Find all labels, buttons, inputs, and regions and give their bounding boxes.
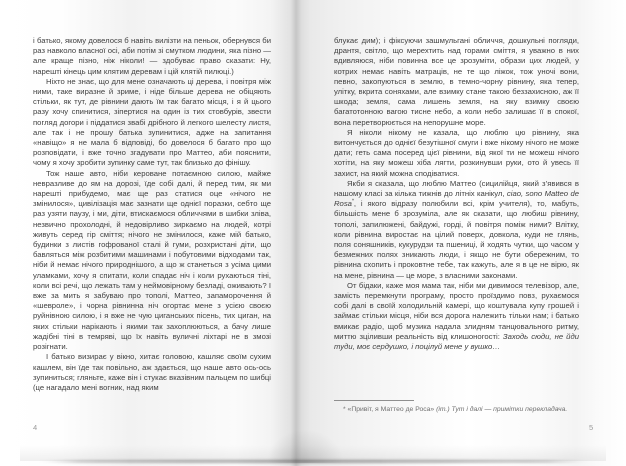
footnote: * «Привіт, я Маттео де Роса» (іт.) Тут і далі — примітки перекладача. [343, 406, 568, 413]
footnote-rule [334, 400, 414, 401]
page-number-right: 5 [589, 423, 594, 432]
left-paragraph-3: Тож наше авто, ніби кероване потаємною силою, майже невразливе до ям на дорозі, їде собі далі, й перед тим, як ми нарешті прибудемо, має ще раз статися оце «нічого не змінилося», цивілізація має зазнати ще однієї поразки, себто ще раз узяти паузу, і ми, діти, втискаємося обличчями в шибки зліва, незвично прохолодні, й недовірливо зиркаємо на людей, котрі живуть серед гір сміття; нічого не змінилося, каже мій батько, будинки з листів гофрованої сталі й гуми, розхристані діти, що бавляться між розбитими машинами і побутовими відходами так, ніби й немає нічого природнішого, а що ж станеться з усіма цими уламками, хочу я спитати, коли спадає ніч і коли рухаються тіні, коли всі речі, що лежать там у неймовірному безладі, оживають? І вже за мить я забуваю про тополі, Маттео, запаморочення й «шевроле», і чорна рівнинна ніч огортає мене з усією своєю руйнівною силою, і я вже не чую циганських пісень, тих циган, на яких стільки нарікають і якими так захоплюються, а бачу лише жадібні тіні в темряві, що їх навіть вуличні ліхтарі не в змозі розігнати. [33, 168, 271, 352]
right-paragraph-4: От бідаки, каже моя мама так, ніби ми дивимося телевізор, але, замість перемкнути програму, просто проїздимо повз, рухаємося собі далі в своїй холодильній камері, що коштувала купу грошей і займає стільки місця, ніби вся дорога належить тільки нам; і батько вмикає радіо, щоб музика надала злидням танцювального ритму, миттю зціливши реальність від клишоногості: Заходь сюди, не йди туди, моє сердушко, і поцілуй мене у вушко… [334, 280, 579, 352]
right-page-text [334, 36, 579, 352]
left-paragraph-1: і батько, якому довелося б навіть вилізти на пеньок, обернувся би раз навколо власної осі, аби потім зі смутком людини, яка пізно — але краще пізно, ніж ніколи! — здобуває право сказати: Ну, нарешті кінець цим клятим деревам і цій клятій пилюці.) [33, 36, 271, 76]
left-paragraph-2: Ніхто не знає, що для мене означають ці дерева, і повітря між ними, таке виразне й зриме, і ніде більше дерева не обіцяють стільки, як тут, де рівнини дають їм так багато місця, і я й цього разу хочу спинитися, зіпертися на один із тих стовбурів, звести погляд догори і піддатися звабі дрібного й легкого шелесту листя, але так і не прошу батька зупинитися, адже на запитання «навіщо» я не мала б відповіді, бо довелося б багато про що розповідати, і вже точно згадувати про Маттео, аби пояснити, чому я хочу зробити зупинку саме тут, так близько до фінішу. [33, 76, 271, 168]
right-paragraph-2: Я ніколи нікому не казала, що люблю цю рівнину, яка витончується до однієї безутішної смуги і вже нікому нічого не може дати; геть сама посеред цієї рівнини, від якої ти не можеш нічого хотіти, на яку можеш хіба лягти, розкинувши руки, ото й увесь її захист, на який можна сподіватися. [334, 127, 579, 178]
page-bottom-fade [20, 445, 606, 461]
left-page-text [33, 36, 271, 393]
page-number-left: 4 [33, 423, 38, 432]
right-paragraph-3: Якби я сказала, що люблю Маттео (сицилійця, який з’явився в нашому класі за кілька тижнів до літніх канікул, ciao, sono Matteo de Rosa*, і якого відразу полюбили всі, крім учителя), то, мабуть, більшість мене б зрозуміла, але як сказати, що любиш рівнину, тополі, запилюжені, байдужі, горді, й повітря поміж ними? Влітку, коли рівнина виростає на цілий поверх, довкола, куди не глянь, поля соняшників, кукурудзи та пшениці, й ходять чутки, що часом у безмежних полях зникають люди, і якщо не бути обережним, то рівнина схопить і проковтне тебе, так кажуть, але я в це не вірю, як на мене, рівнина — це море, з власними законами. [334, 178, 579, 280]
book-bottom-shadow [36, 460, 590, 463]
right-paragraph-1: блукає дим); і фіксуючи зашмульгані обличчя, дошкульні погляди, дрантя, світло, що мерехтить над горами сміття, я уважно в них вдивляюся, ніби повинна все це зрозуміти, образи цих людей, у котрих немає навіть матраців, не те що ліжок, тож уночі вони, певно, закопуються в землю, в темно-чорну рівнину, яка тепер, улітку, вкрита соняхами, але взимку стане такою беззахисною, аж її шкода; земля, сама лишень земля, на яку взимку своєю багатотонною вагою тисне небо, а коли небо залишає її в спокої, вона перетворюється на непорушне море. [334, 36, 579, 127]
left-paragraph-4: І батько визирає у вікно, хитає головою, кашляє своїм сухим кашлем, він їде так повільно, аж здається, що наше авто ось-ось зупиниться; гляньте, каже він і стукає вказівним пальцем по шибці (це нагадало мені вогник, над яким [33, 352, 271, 392]
